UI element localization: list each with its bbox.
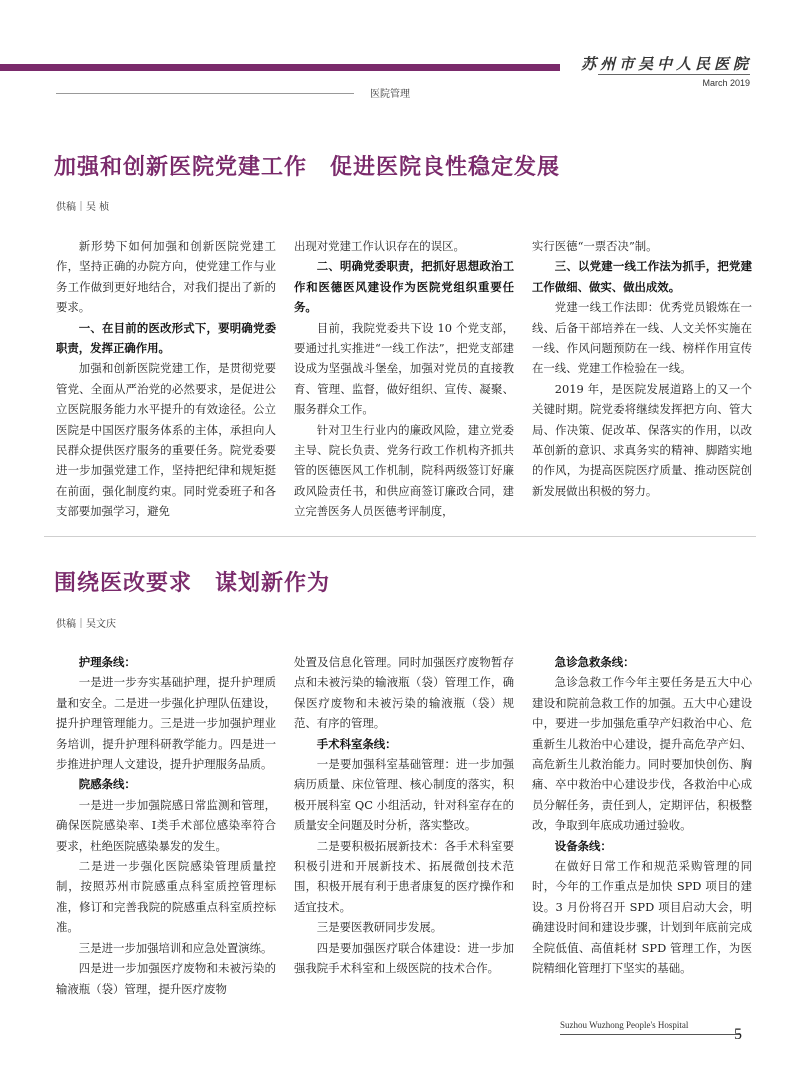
article2-title: 围绕医改要求 谋划新作为: [54, 570, 331, 596]
paragraph: 三是要医教研同步发展。: [316, 920, 443, 935]
subsection-heading: 院感条线：: [78, 777, 136, 792]
footer-journal: Suzhou Wuzhong People's Hospital: [560, 1020, 689, 1030]
article1-heading-1: 一、在目前的医改形式下，要明确党委职责，发挥正确作用。: [56, 320, 276, 356]
paragraph: 三是进一步加强培训和应急处置演练。: [78, 940, 273, 955]
article1-body: [56, 236, 752, 522]
paragraph: 新形势下如何加强和创新医院党建工作，坚持正确的办院方向，使党建工作与业务工作做到更好地结合，对我们提出了新的要求。: [56, 239, 276, 315]
paragraph: 一是进一步夯实基础护理，提升护理质量和安全。二是进一步强化护理队伍建设，提升护理管理能力。三是进一步加强护理业务培训，提升护理科研教学能力。四是进一步推进护理人文建设，提升护理服务品质。: [56, 675, 276, 772]
page-number: 5: [734, 1026, 742, 1043]
paragraph: 针对卫生行业内的廉政风险，建立党委主导、院长负责、党务行政工作机构齐抓共管的医德医风工作机制，院科两级签订好廉政风险责任书，和供应商签订廉政合同，建立完善医务人员医德考评制度，: [294, 422, 514, 519]
article1-heading-3: 三、以党建一线工作法为抓手，把党建工作做细、做实、做出成效。: [532, 259, 752, 294]
article-separator: [44, 536, 756, 537]
paragraph: 处置及信息化管理。同时加强医疗废物暂存点和未被污染的输液瓶（袋）管理工作，确保医疗废物和未被污染的输液瓶（袋）规范、有序的管理。: [294, 655, 514, 731]
subsection-heading: 手术科室条线：: [316, 736, 397, 751]
section-rule: [56, 93, 354, 94]
article1-column-3: [532, 236, 752, 522]
paragraph: 加强和创新医院党建工作，是贯彻党要管党、全面从严治党的必然要求，是促进公立医院服务能力水平提升的有效途径。公立医院是中国医疗服务体系的主体，承担向人民群众提供医疗服务的重要任务。院党委要进一步加强党建工作，坚持把纪律和规矩挺在前面，强化制度约束。同时党委班子和各支部要加强学习，避免: [56, 361, 276, 519]
issue-date: March 2019: [702, 78, 750, 88]
paragraph: 二是进一步强化医院感染管理质量控制，按照苏州市院感重点科室质控管理标准，修订和完善我院的院感重点科室质控标准。: [56, 859, 276, 935]
header-rule: [598, 74, 750, 75]
article2-column-2: [294, 652, 514, 999]
article2-body: [56, 652, 752, 999]
paragraph: 急诊急救工作今年主要任务是五大中心建设和院前急救工作的加强。五大中心建设中，要进一步加强危重孕产妇救治中心、危重新生儿救治中心建设，提升高危孕产妇、高危新生儿救治能力。同时要加快创伤、胸痛、卒中救治中心建设步伐，各救治中心成员分解任务，责任到人，定期评估，积极整改，争取到年底成功通过验收。: [532, 675, 752, 833]
article1-heading-2: 二、明确党委职责，把抓好思想政治工作和医德医风建设作为医院党组织重要任务。: [294, 259, 514, 315]
article2-column-3: [532, 652, 752, 999]
paragraph: 二是要积极拓展新技术：各手术科室要积极引进和开展新技术、拓展微创技术范围，积极开展有利于患者康复的医疗操作和适宜技术。: [294, 838, 514, 914]
subsection-heading: 护理条线：: [78, 655, 136, 669]
paragraph: 出现对党建工作认识存在的误区。: [294, 239, 465, 253]
subsection-heading: 急诊急救条线：: [554, 655, 635, 669]
article1-column-2: [294, 236, 514, 522]
article1-column-1: [56, 236, 276, 522]
subsection-heading: 设备条线：: [554, 838, 612, 853]
paragraph: 一是要加强科室基础管理：进一步加强病历质量、床位管理、核心制度的落实，积极开展科室 QC 小组活动，针对科室存在的质量安全问题及时分析，落实整改。: [294, 757, 514, 833]
article2-column-1: [56, 652, 276, 999]
top-accent-bar: [0, 64, 560, 71]
article2-byline: 供稿｜吴文庆: [56, 619, 116, 630]
article1-title: 加强和创新医院党建工作 促进医院良性稳定发展: [54, 154, 561, 180]
paragraph: 四是要加强医疗联合体建设：进一步加强我院手术科室和上级医院的技术合作。: [294, 940, 514, 976]
paragraph: 目前，我院党委共下设 10 个党支部，要通过扎实推进“一线工作法”，把党支部建设成为坚强战斗堡垒，加强对党员的直接教育、管理、监督，做好组织、宣传、凝聚、服务群众工作。: [294, 320, 514, 417]
paragraph: 实行医德“一票否决”制。: [532, 239, 658, 253]
paragraph: 四是进一步加强医疗废物和未被污染的输液瓶（袋）管理，提升医疗废物: [56, 961, 276, 996]
paragraph: 2019 年，是医院发展道路上的又一个关键时期。院党委将继续发挥把方向、管大局、作决策、促改革、保落实的作用，以改革创新的意识、求真务实的精神、脚踏实地的作风，为提高医院医疗质量、推动医院创新发展做出积极的努力。: [532, 381, 752, 498]
paragraph: 党建一线工作法即：优秀党员锻炼在一线、后备干部培养在一线、人文关怀实施在一线、作风问题预防在一线、榜样作用宣传在一线、党建工作检验在一线。: [532, 300, 752, 376]
article1-byline: 供稿｜吴 桢: [56, 202, 110, 213]
hospital-name: 苏州市吴中人民医院: [580, 55, 752, 73]
paragraph: 一是进一步加强院感日常监测和管理，确保医院感染率、Ⅰ类手术部位感染率符合要求，杜绝医院感染暴发的发生。: [56, 797, 276, 853]
section-label: 医院管理: [370, 89, 410, 100]
paragraph: 在做好日常工作和规范采购管理的同时，今年的工作重点是加快 SPD 项目的建设。3 月份将召开 SPD 项目启动大会，明确建设时间和建设步骤，计划到年底前完成全院低值、高值耗材 SPD 管理工作，为医院精细化管理打下坚实的基础。: [532, 859, 752, 976]
footer-rule: [560, 1034, 740, 1035]
